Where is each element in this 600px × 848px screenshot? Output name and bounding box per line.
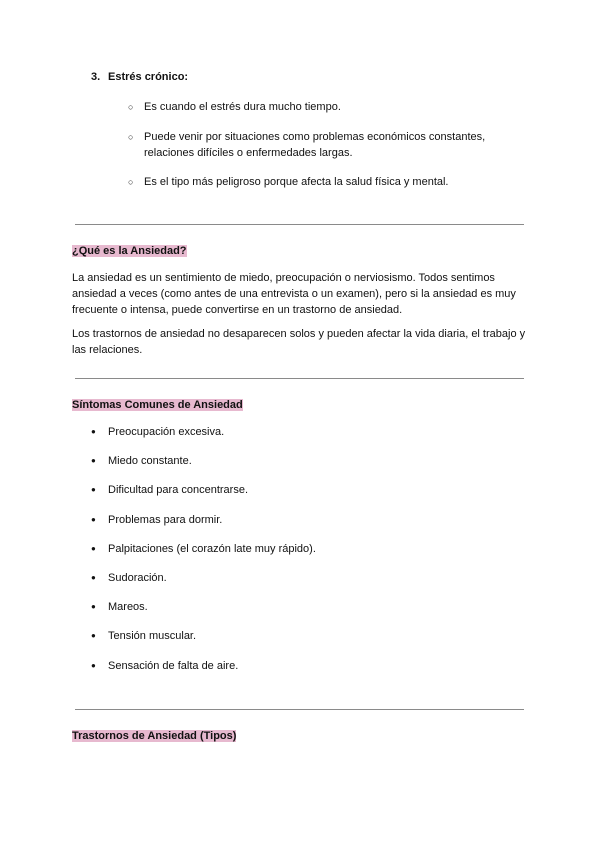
bullet-icon: ● <box>91 661 96 670</box>
bullet-icon: ● <box>91 602 96 611</box>
highlighted-heading-text: ¿Qué es la Ansiedad? <box>72 245 187 257</box>
bullet-icon: ● <box>91 485 96 494</box>
bullet-icon: ● <box>91 631 96 640</box>
hollow-bullet-icon: ○ <box>128 177 134 187</box>
sub-list-item-text: Es el tipo más peligroso porque afecta la salud física y mental. <box>144 176 449 188</box>
paragraph: La ansiedad es un sentimiento de miedo, preocupación o nerviosismo. Todos sentimos ansiedad a veces (como antes de una entrevista o un examen), pero si la ansiedad es muy frecuente o intensa, puede convertirse en un trastorno de ansiedad. <box>72 272 516 316</box>
list-item-text: Problemas para dormir. <box>108 514 223 526</box>
sub-list-item-text: Es cuando el estrés dura mucho tiempo. <box>144 101 341 113</box>
highlighted-heading-text: Síntomas Comunes de Ansiedad <box>72 399 243 411</box>
list-item-title: Estrés crónico: <box>108 71 189 83</box>
list-item-text: Preocupación excesiva. <box>108 426 225 438</box>
sub-list-item-text: Puede venir por situaciones como problemas económicos constantes, relaciones difíciles o enfermedades largas. <box>144 131 486 159</box>
numbered-item-chronic-stress <box>91 71 188 83</box>
bullet-icon: ● <box>91 427 96 436</box>
hollow-bullet-icon: ○ <box>128 132 134 142</box>
horizontal-rule <box>75 378 524 379</box>
list-item-text: Sensación de falta de aire. <box>108 660 239 672</box>
list-item-text: Dificultad para concentrarse. <box>108 484 249 496</box>
list-item-text: Mareos. <box>108 601 148 613</box>
list-item-text: Palpitaciones (el corazón late muy rápido). <box>108 543 316 555</box>
list-number: 3. <box>91 71 101 83</box>
bullet-icon: ● <box>91 515 96 524</box>
section-heading-anxiety <box>72 244 187 258</box>
paragraph: Los trastornos de ansiedad no desaparecen solos y pueden afectar la vida diaria, el trabajo y las relaciones. <box>72 328 526 356</box>
list-item-text: Tensión muscular. <box>108 630 197 642</box>
list-item-text: Sudoración. <box>108 572 167 584</box>
horizontal-rule <box>75 224 524 225</box>
section-heading-disorders <box>72 729 236 743</box>
highlighted-heading-text: Trastornos de Ansiedad (Tipos) <box>72 730 237 742</box>
bullet-icon: ● <box>91 544 96 553</box>
bullet-icon: ● <box>91 573 96 582</box>
horizontal-rule <box>75 709 524 710</box>
section-heading-symptoms <box>72 398 243 412</box>
list-item-text: Miedo constante. <box>108 455 192 467</box>
hollow-bullet-icon: ○ <box>128 102 134 112</box>
bullet-icon: ● <box>91 456 96 465</box>
